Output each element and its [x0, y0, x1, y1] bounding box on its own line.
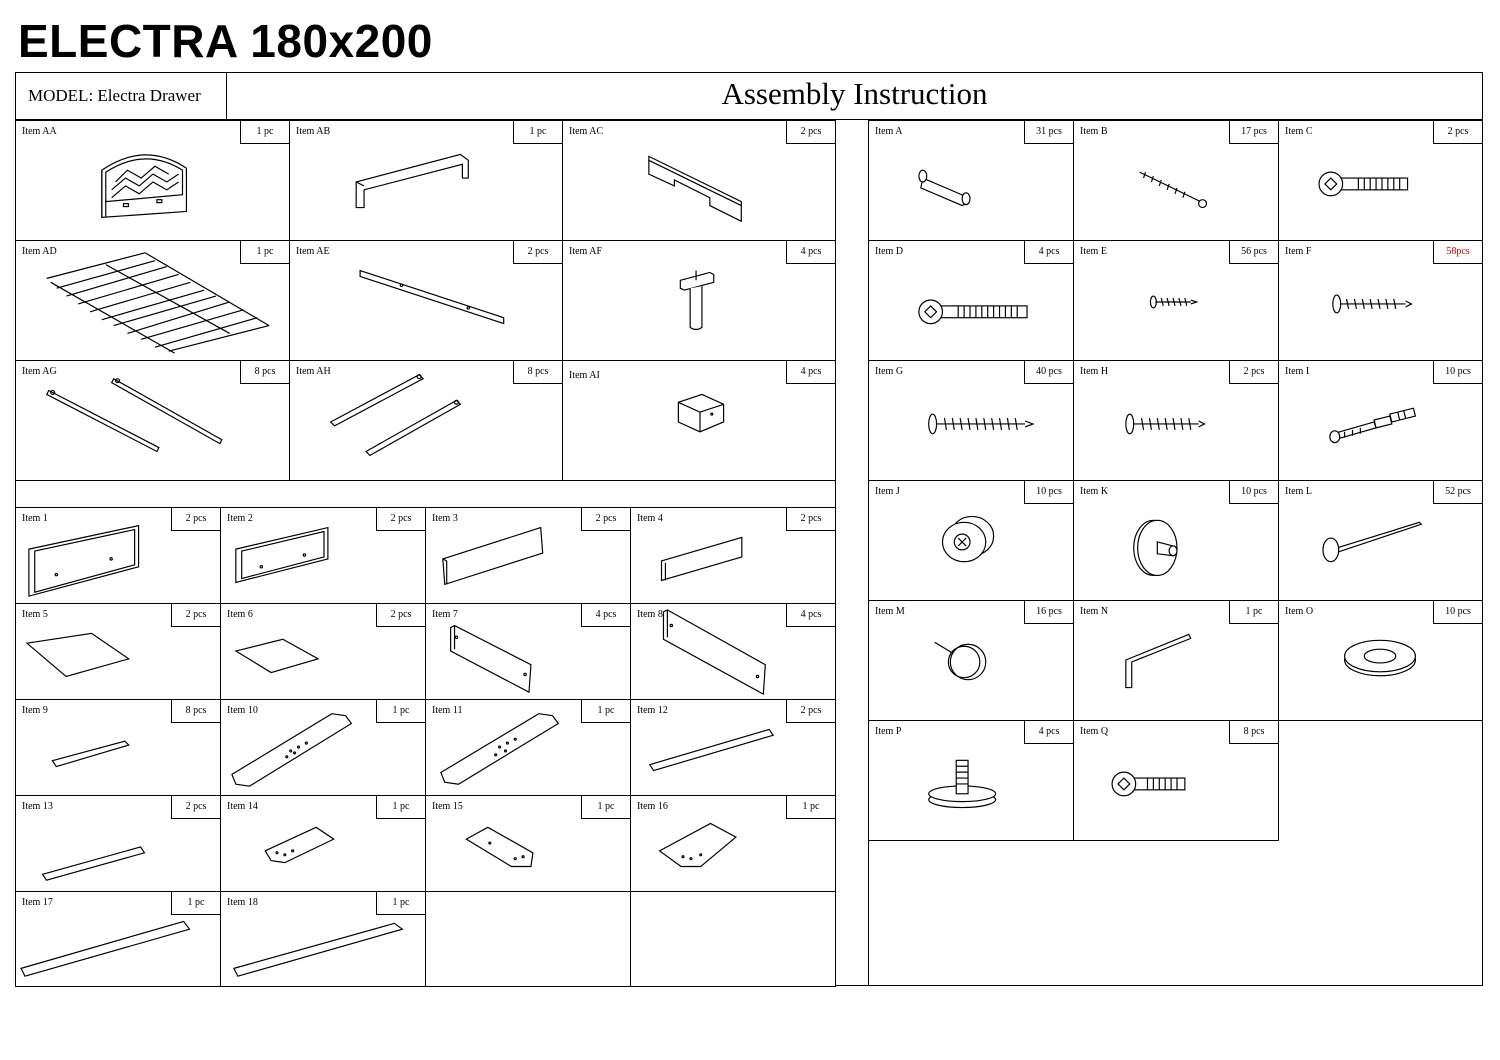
item-qty: 16 pcs	[1024, 600, 1074, 624]
item-cell-13	[15, 795, 221, 892]
item-cell-g	[868, 360, 1074, 481]
wood-screw-icon	[1074, 361, 1278, 480]
item-label: Item B	[1080, 126, 1108, 137]
support-beam-icon	[290, 241, 562, 360]
item-label: Item O	[1285, 606, 1314, 617]
screw-icon	[1074, 121, 1278, 240]
item-label: Item AF	[569, 246, 603, 257]
item-cell-c	[1278, 120, 1483, 241]
item-qty: 1 pc	[376, 699, 426, 723]
item-label: Item 6	[227, 609, 253, 620]
item-cell-ai	[562, 360, 836, 481]
column-separator	[835, 120, 869, 986]
item-label: Item Q	[1080, 726, 1109, 737]
connector-bolt-icon	[1279, 361, 1482, 480]
item-cell-4	[630, 507, 836, 604]
item-label: Item AI	[569, 370, 600, 381]
item-cell-18	[220, 891, 426, 987]
long-board-icon	[221, 892, 425, 986]
item-qty: 4 pcs	[1024, 720, 1074, 744]
wood-screw-icon	[869, 361, 1073, 480]
item-label: Item AE	[296, 246, 330, 257]
item-label: Item C	[1285, 126, 1313, 137]
item-cell-1	[15, 507, 221, 604]
item-cell-e	[1073, 240, 1279, 361]
item-qty: 8 pcs	[240, 360, 290, 384]
item-qty: 4 pcs	[786, 360, 836, 384]
item-label: Item AA	[22, 126, 57, 137]
item-qty: 56 pcs	[1229, 240, 1279, 264]
allen-key-icon	[1074, 601, 1278, 720]
item-label: Item F	[1285, 246, 1312, 257]
block-icon	[563, 361, 835, 480]
item-cell-15	[425, 795, 631, 892]
item-label: Item 18	[227, 897, 258, 908]
item-qty: 2 pcs	[171, 795, 221, 819]
item-qty: 10 pcs	[1024, 480, 1074, 504]
slatted-base-icon	[16, 241, 289, 360]
item-qty: 10 pcs	[1433, 360, 1483, 384]
plate-icon	[631, 796, 835, 891]
item-cell-11	[425, 699, 631, 796]
item-cell-q	[1073, 720, 1279, 841]
sheet-icon	[221, 604, 425, 699]
item-cell-p	[868, 720, 1074, 841]
item-qty: 10 pcs	[1229, 480, 1279, 504]
item-cell-3	[425, 507, 631, 604]
item-label: Item H	[1080, 366, 1109, 377]
item-cell-17	[15, 891, 221, 987]
item-label: Item K	[1080, 486, 1109, 497]
item-qty: 17 pcs	[1229, 120, 1279, 144]
base-board-icon	[426, 700, 630, 795]
panel-icon	[221, 508, 425, 603]
item-cell-8	[630, 603, 836, 700]
item-qty: 1 pc	[581, 795, 631, 819]
item-cell-7	[425, 603, 631, 700]
drawer-slide-icon	[16, 361, 289, 480]
item-cell-12	[630, 699, 836, 796]
item-qty: 2 pcs	[786, 120, 836, 144]
item-cell-m	[868, 600, 1074, 721]
empty-cell	[630, 891, 836, 987]
item-qty: 2 pcs	[171, 603, 221, 627]
bolt-icon	[1074, 721, 1278, 840]
board-icon	[631, 508, 835, 603]
empty-cell	[425, 891, 631, 987]
item-qty: 8 pcs	[1229, 720, 1279, 744]
side-panel-icon	[631, 604, 835, 699]
item-label: Item 13	[22, 801, 53, 812]
item-label: Item 8	[637, 609, 663, 620]
item-cell-ad	[15, 240, 290, 361]
item-qty: 4 pcs	[786, 603, 836, 627]
strip-icon	[16, 700, 220, 795]
document-title: ELECTRA 180x200	[18, 15, 433, 67]
item-qty: 1 pc	[376, 891, 426, 915]
long-board-icon	[16, 796, 220, 891]
item-label: Item N	[1080, 606, 1109, 617]
item-cell-ah	[289, 360, 563, 481]
assembly-heading: Assembly Instruction	[226, 72, 1483, 120]
item-cell-ae	[289, 240, 563, 361]
wood-screw-icon	[1074, 241, 1278, 360]
cam-lock-icon	[869, 481, 1073, 600]
item-qty: 1 pc	[581, 699, 631, 723]
item-qty: 4 pcs	[1024, 240, 1074, 264]
plate-icon	[221, 796, 425, 891]
drawer-slide-icon	[290, 361, 562, 480]
item-label: Item 7	[432, 609, 458, 620]
item-qty: 8 pcs	[513, 360, 563, 384]
item-cell-af	[562, 240, 836, 361]
item-qty: 1 pc	[1229, 600, 1279, 624]
item-qty: 4 pcs	[786, 240, 836, 264]
nail-icon	[1279, 481, 1482, 600]
item-cell-14	[220, 795, 426, 892]
item-qty: 1 pc	[240, 120, 290, 144]
item-label: Item M	[875, 606, 905, 617]
section-divider-band	[15, 480, 836, 508]
item-cell-10	[220, 699, 426, 796]
item-cell-j	[868, 480, 1074, 601]
model-label: MODEL: Electra Drawer	[15, 72, 227, 120]
long-board-icon	[16, 892, 220, 986]
item-cell-o	[1278, 600, 1483, 721]
item-qty: 2 pcs	[1229, 360, 1279, 384]
bracket-rail-icon	[563, 121, 835, 240]
item-cell-i	[1278, 360, 1483, 481]
base-board-icon	[221, 700, 425, 795]
item-qty: 58pcs	[1433, 240, 1483, 264]
cap-washer-icon	[1074, 481, 1278, 600]
item-qty: 2 pcs	[376, 603, 426, 627]
leveling-foot-icon	[869, 721, 1073, 840]
item-qty: 1 pc	[376, 795, 426, 819]
item-cell-ab	[289, 120, 563, 241]
item-label: Item A	[875, 126, 903, 137]
item-label: Item 14	[227, 801, 258, 812]
handle-icon	[290, 121, 562, 240]
item-qty: 4 pcs	[581, 603, 631, 627]
item-qty: 1 pc	[786, 795, 836, 819]
item-label: Item 15	[432, 801, 463, 812]
item-qty: 1 pc	[171, 891, 221, 915]
item-qty: 2 pcs	[786, 699, 836, 723]
board-icon	[426, 508, 630, 603]
item-cell-ac	[562, 120, 836, 241]
item-qty: 1 pc	[240, 240, 290, 264]
item-cell-aa	[15, 120, 290, 241]
item-cell-b	[1073, 120, 1279, 241]
item-label: Item 3	[432, 513, 458, 524]
item-qty: 8 pcs	[171, 699, 221, 723]
item-label: Item D	[875, 246, 904, 257]
item-qty: 10 pcs	[1433, 600, 1483, 624]
item-qty: 40 pcs	[1024, 360, 1074, 384]
wood-screw-icon	[1279, 241, 1482, 360]
item-qty: 2 pcs	[171, 507, 221, 531]
item-cell-a	[868, 120, 1074, 241]
item-qty: 2 pcs	[513, 240, 563, 264]
item-label: Item J	[875, 486, 900, 497]
item-cell-ag	[15, 360, 290, 481]
plate-icon	[426, 796, 630, 891]
item-label: Item AG	[22, 366, 57, 377]
item-label: Item 9	[22, 705, 48, 716]
item-qty: 2 pcs	[786, 507, 836, 531]
item-label: Item AH	[296, 366, 331, 377]
item-label: Item L	[1285, 486, 1312, 497]
item-label: Item 11	[432, 705, 463, 716]
item-cell-2	[220, 507, 426, 604]
side-panel-icon	[426, 604, 630, 699]
item-cell-9	[15, 699, 221, 796]
long-board-icon	[631, 700, 835, 795]
item-label: Item 4	[637, 513, 663, 524]
item-cell-5	[15, 603, 221, 700]
item-label: Item P	[875, 726, 902, 737]
headboard-icon	[16, 121, 289, 240]
item-cell-h	[1073, 360, 1279, 481]
item-label: Item 10	[227, 705, 258, 716]
panel-icon	[16, 508, 220, 603]
item-label: Item 1	[22, 513, 48, 524]
item-label: Item AC	[569, 126, 604, 137]
item-cell-f	[1278, 240, 1483, 361]
item-label: Item 12	[637, 705, 668, 716]
item-qty: 2 pcs	[581, 507, 631, 531]
item-cell-6	[220, 603, 426, 700]
dowel-icon	[869, 121, 1073, 240]
bolt-icon	[1279, 121, 1482, 240]
item-qty: 52 pcs	[1433, 480, 1483, 504]
item-label: Item 17	[22, 897, 53, 908]
leg-bracket-icon	[563, 241, 835, 360]
item-label: Item 2	[227, 513, 253, 524]
item-label: Item AB	[296, 126, 331, 137]
pin-icon	[869, 601, 1073, 720]
item-label: Item AD	[22, 246, 57, 257]
item-label: Item I	[1285, 366, 1310, 377]
item-label: Item 5	[22, 609, 48, 620]
item-label: Item G	[875, 366, 904, 377]
washer-icon	[1279, 601, 1482, 720]
sheet-icon	[16, 604, 220, 699]
item-cell-d	[868, 240, 1074, 361]
item-qty: 31 pcs	[1024, 120, 1074, 144]
item-qty: 2 pcs	[1433, 120, 1483, 144]
item-cell-n	[1073, 600, 1279, 721]
item-qty: 1 pc	[513, 120, 563, 144]
item-cell-16	[630, 795, 836, 892]
item-label: Item E	[1080, 246, 1107, 257]
bolt-icon	[869, 241, 1073, 360]
item-label: Item 16	[637, 801, 668, 812]
item-qty: 2 pcs	[376, 507, 426, 531]
item-cell-k	[1073, 480, 1279, 601]
item-cell-l	[1278, 480, 1483, 601]
